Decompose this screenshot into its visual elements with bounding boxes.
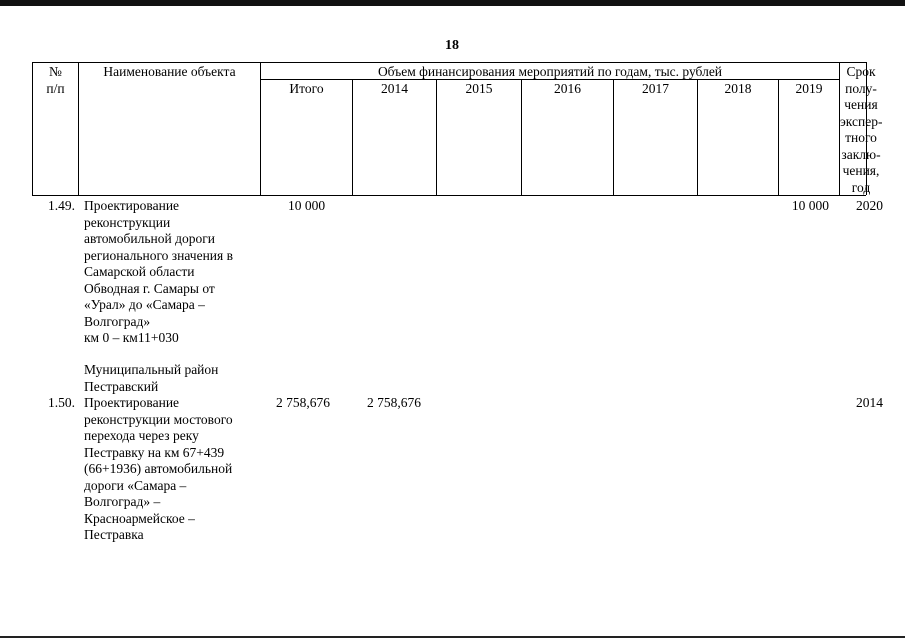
row-1-50-name-line: Проектирование — [84, 395, 180, 410]
header-term-line-8: год — [851, 179, 871, 195]
header-year-2017: 2017 — [642, 81, 669, 96]
row-1-49-name-line: Волгоград» — [84, 313, 151, 329]
header-term-line-1: Срок — [846, 64, 876, 79]
table-top-line — [32, 62, 866, 63]
row-1-50-name-line: (66+1936) автомобильной — [84, 461, 233, 476]
row-1-49-name-line: регионального значения в — [84, 247, 233, 263]
row-1-50-number: 1.50. — [48, 395, 75, 410]
row-1-49-total: 10 000 — [288, 198, 326, 213]
row-1-50-2014: 2 758,676 — [367, 395, 421, 410]
row-1-50-name-line: Красноармейское – — [84, 510, 195, 526]
header-term-line-6: заклю- — [841, 146, 881, 162]
section-line: Муниципальный район — [84, 362, 219, 377]
header-term-line-4: экспер- — [840, 113, 883, 129]
row-1-50-name-line: Пестравку на км 67+439 — [84, 444, 225, 460]
row-1-50-name-line: дороги «Самара – — [84, 477, 187, 493]
divider-num-name — [78, 62, 79, 195]
header-term-line-7: чения, — [842, 163, 880, 178]
header-num-line-2: п/п — [46, 80, 65, 96]
section-municipal-district — [84, 362, 218, 395]
row-1-49-number: 1.49. — [48, 198, 75, 213]
row-1-50-name-line: перехода через реку — [84, 428, 199, 443]
top-border — [0, 0, 905, 6]
row-1-50-name-line: Волгоград» – — [84, 494, 161, 509]
header-funding-label: Объем финансирования мероприятий по годам, тыс. рублей — [377, 64, 723, 79]
header-num-line-1: № — [49, 64, 62, 79]
row-1-50-term: 2014 — [856, 395, 883, 410]
row-1-49-name-line: реконструкции — [84, 214, 171, 230]
header-year-2015: 2015 — [465, 81, 493, 96]
row-1-49-name-line: Самарской области — [84, 264, 195, 279]
header-year-total: Итого — [289, 81, 324, 96]
row-1-49-2019: 10 000 — [791, 198, 829, 213]
header-year-2016: 2016 — [554, 81, 581, 96]
row-1-50-name — [84, 395, 233, 544]
bottom-border — [0, 636, 905, 638]
header-year-2018: 2018 — [724, 81, 752, 96]
header-term-label — [840, 64, 882, 196]
header-term-line-3: чения — [844, 97, 878, 112]
row-1-49-name-line: автомобильной дороги — [84, 231, 215, 246]
row-1-49-name-line: Проектирование — [84, 198, 180, 213]
header-year-2019: 2019 — [795, 81, 823, 96]
header-year-2014: 2014 — [381, 81, 408, 96]
row-1-49-name-line: км 0 – км11+030 — [84, 330, 179, 345]
header-num-label — [33, 64, 78, 97]
header-term-line-2: полу- — [845, 80, 877, 96]
page-number: 18 — [445, 38, 459, 53]
header-bottom-line — [32, 195, 866, 196]
row-1-49-name-line: «Урал» до «Самара – — [84, 297, 205, 312]
row-1-50-name-line: Пестравка — [84, 527, 144, 542]
header-name-label: Наименование объекта — [103, 64, 236, 79]
header-term-line-5: тного — [845, 130, 877, 145]
row-1-50-total: 2 758,676 — [276, 395, 330, 410]
row-1-49-term: 2020 — [856, 198, 883, 213]
row-1-49-name-line: Обводная г. Самары от — [84, 280, 215, 296]
section-line: Пестравский — [84, 378, 159, 394]
row-1-50-name-line: реконструкции мостового — [84, 411, 233, 427]
row-1-49-name — [84, 198, 233, 347]
